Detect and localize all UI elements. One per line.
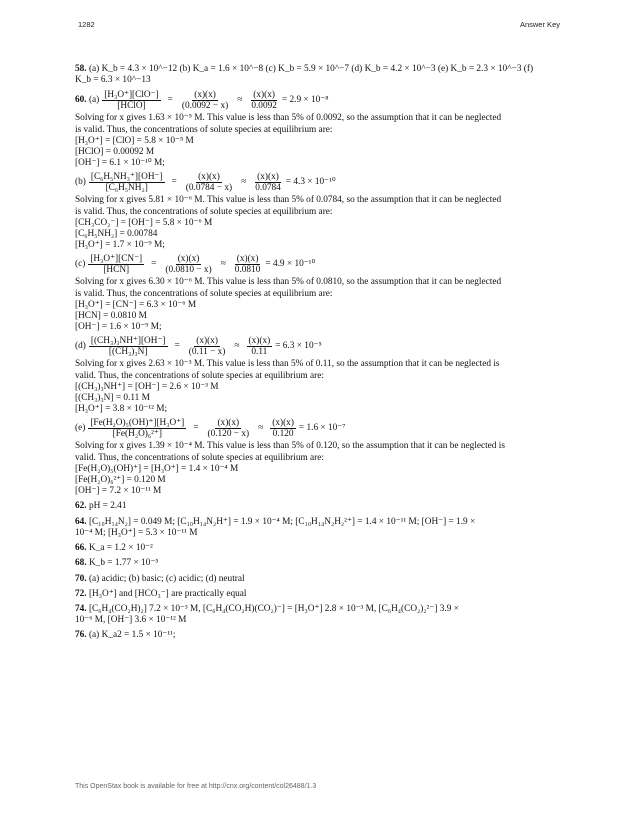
answer-62 [75, 501, 560, 512]
answer-content [75, 60, 560, 642]
section-title: Answer Key [519, 20, 560, 29]
equation-60b: (b) $\frac{\text{[C₆H₅NH₃⁺][OH⁻]}}{\text{[C₆H₅NH₂]}}$ = $\frac{(x)(x)}{(0.0784 - x)}$ ≈ $\frac{(x)(x)}{0.0784}$ = 4.3 × 10⁻¹⁰ [75, 172, 336, 194]
answer-72 [75, 589, 560, 600]
answer-76 [75, 630, 560, 641]
explanation: Solving for x gives 1.63 × 10⁻⁵ M. This value is less than 5% of 0.0092, so the assumption that it can be neglected [75, 113, 502, 124]
item-number: 60. [75, 95, 87, 106]
explanation: is valid. Thus, the concentrations of solute species at equilibrium are: [75, 288, 333, 299]
answer-text: (a) K_a2 = 1.5 × 10⁻¹¹; [88, 630, 176, 641]
concentration: [HCN] = 0.0810 M [75, 311, 147, 322]
concentration: [H₃O⁺] = 3.8 × 10⁻¹² M; [75, 404, 168, 415]
fraction: $\frac{(x)(x)}{0.11}$ [248, 336, 271, 358]
concentration: [(CH₃)₃NH⁺] = [OH⁻] = 2.6 × 10⁻³ M [75, 381, 219, 392]
fraction: $\frac{(x)(x)}{(0.0092 - x)}$ [181, 90, 229, 112]
part-label: (c) [75, 259, 86, 270]
equation-60d: (d) $\frac{\text{[(CH₃)₃NH⁺][OH⁻]}}{\text{[(CH₃)₃N]}}$ = $\frac{(x)(x)}{(0.11 - x)}$ ≈ $\frac{(x)(x)}{0.11}$ = 6.3 × 10⁻⁵ [75, 336, 322, 358]
answer-64 [75, 517, 560, 539]
fraction: $\frac{(x)(x)}{0.0810}$ [234, 254, 261, 276]
fraction: $\frac{(x)(x)}{0.0784}$ [255, 172, 281, 194]
item-number: 66. [75, 543, 87, 554]
item-number: 64. [75, 516, 87, 527]
answer-74 [75, 604, 560, 626]
concentration: [Fe(H₂O)₆²⁺] = 0.120 M [75, 475, 166, 486]
concentration: [H₃O⁺] = [CN⁻] = 6.3 × 10⁻⁶ M [75, 299, 197, 310]
part-label: (e) [75, 423, 86, 434]
fraction: $\frac{(x)(x)}{0.0092}$ [251, 90, 277, 112]
fraction: $\frac{\text{[C₆H₅NH₃⁺][OH⁻]}}{\text{[C₆H₅NH₂]}}$ [90, 172, 163, 194]
answer-60 [75, 90, 560, 497]
answer-66 [75, 543, 560, 554]
fraction: $\frac{(x)(x)}{(0.11 - x)}$ [188, 336, 226, 358]
equation-60e: (e) $\frac{\text{[Fe(H₂O)₅(OH)⁺][H₃O⁺]}}{\text{[Fe(H₂O)₆²⁺]}}$ = $\frac{(x)(x)}{(0.120 - x)}$ ≈ $\frac{(x)(x)}{0.120}$ = 1.6 × 10⁻⁷ [75, 418, 346, 440]
answer-68 [75, 558, 560, 569]
item-number: 62. [75, 501, 87, 512]
answer-text: [C₆H₄(CO₂H)₂] 7.2 × 10⁻³ M, [C₆H₄(CO₂H)(CO₂)⁻] = [H₃O⁺] 2.8 × 10⁻³ M, [C₆H₄(CO₂)₂²⁻] 3.9 × [88, 603, 459, 614]
explanation: valid. Thus, the concentrations of solute species at equilibrium are: [75, 370, 324, 381]
result: = 1.6 × 10⁻⁷ [298, 423, 346, 434]
concentration: [C₆H₅NH₂] = 0.00784 [75, 229, 158, 240]
result: = 4.9 × 10⁻¹⁰ [265, 259, 316, 270]
item-number: 68. [75, 558, 87, 569]
fraction: $\frac{\text{[(CH₃)₃NH⁺][OH⁻]}}{\text{[(CH₃)₃N]}}$ [90, 336, 166, 358]
answer-text: K_b = 6.3 × 10^−13 [75, 75, 151, 86]
fraction: $\frac{(x)(x)}{(0.0784 - x)}$ [185, 172, 233, 194]
item-number: 76. [75, 630, 87, 641]
concentration: [H₃O⁺] = [ClO] = 5.8 × 10⁻⁵ M [75, 135, 194, 146]
concentration: [H₃O⁺] = 1.7 × 10⁻⁹ M; [75, 240, 165, 251]
fraction: $\frac{\text{[H₃O⁺][ClO⁻]}}{\text{[HClO]}}$ [104, 90, 159, 112]
answer-58 [75, 64, 560, 86]
explanation: Solving for x gives 5.81 × 10⁻⁶ M. This value is less than 5% of 0.0784, so the assumption that it can be neglected [75, 195, 502, 206]
explanation: Solving for x gives 1.39 × 10⁻⁴ M. This value is less than 5% of 0.120, so the assumption that it can be neglected is [75, 441, 505, 452]
explanation: Solving for x gives 2.63 × 10⁻³ M. This value is less than 5% of 0.11, so the assumption that it can be neglected is [75, 359, 500, 370]
fraction: $\frac{(x)(x)}{(0.120 - x)}$ [207, 418, 250, 440]
equation-60a: 60. (a) $\frac{\text{[H₃O⁺][ClO⁻]}}{\text{[HClO]}}$ = $\frac{(x)(x)}{(0.0092 - x)}$ ≈ $\frac{(x)(x)}{0.0092}$ = 2.9 × 10⁻⁸ [75, 90, 329, 112]
item-number: 74. [75, 603, 87, 614]
concentration: [(CH₃)₃N] = 0.11 M [75, 393, 150, 404]
concentration: [OH⁻] = 6.1 × 10⁻¹⁰ M; [75, 158, 165, 169]
answer-text: [H₃O⁺] and [HCO₃⁻] are practically equal [88, 588, 247, 599]
answer-text: 10⁻⁴ M; [H₃O⁺] = 5.3 × 10⁻¹¹ M [75, 527, 198, 538]
answer-text: pH = 2.41 [88, 501, 127, 512]
explanation: is valid. Thus, the concentrations of solute species at equilibrium are: [75, 206, 333, 217]
answer-text: [C₁₀H₁₄N₂] = 0.049 M; [C₁₀H₁₄N₂H⁺] = 1.9 × 10⁻⁴ M; [C₁₀H₁₄N₂H₂²⁺] = 1.4 × 10⁻¹¹ M; [OH⁻] = 1.9 × [88, 516, 476, 527]
result: = 2.9 × 10⁻⁸ [281, 95, 329, 106]
concentration: [OH⁻] = 7.2 × 10⁻¹¹ M [75, 486, 162, 497]
equation-60c: (c) $\frac{\text{[H₃O⁺][CN⁻]}}{\text{[HCN]}}$ = $\frac{(x)(x)}{(0.0810 - x)}$ ≈ $\frac{(x)(x)}{0.0810}$ = 4.9 × 10⁻¹⁰ [75, 254, 316, 276]
answer-text: 10⁻⁶ M, [OH⁻] 3.6 × 10⁻¹² M [75, 615, 187, 626]
item-number: 70. [75, 573, 87, 584]
fraction: $\frac{(x)(x)}{(0.0810 - x)}$ [165, 254, 212, 276]
concentration: [Fe(H₂O)₅(OH)⁺] = [H₃O⁺] = 1.4 × 10⁻⁴ M [75, 463, 239, 474]
result: = 4.3 × 10⁻¹⁰ [285, 177, 336, 188]
fraction: $\frac{\text{[Fe(H₂O)₅(OH)⁺][H₃O⁺]}}{\text{[Fe(H₂O)₆²⁺]}}$ [90, 418, 185, 440]
concentration: [OH⁻] = 1.6 × 10⁻⁹ M; [75, 322, 162, 333]
answer-text: K_a = 1.2 × 10⁻² [88, 543, 153, 554]
fraction: $\frac{(x)(x)}{0.120}$ [272, 418, 294, 440]
item-number: 72. [75, 588, 87, 599]
concentration: [CH₃CO₂⁻] = [OH⁻] = 5.8 × 10⁻⁶ M [75, 217, 213, 228]
explanation: Solving for x gives 6.30 × 10⁻⁶ M. This value is less than 5% of 0.0810, so the assumption that it can be neglected [75, 277, 502, 288]
part-label: (b) [75, 177, 86, 188]
answer-text: (a) K_b = 4.3 × 10^−12 (b) K_a = 1.6 × 10^−8 (c) K_b = 5.9 × 10^−7 (d) K_b = 4.2 × 10^−3 (e) K_b = 2.3 × 10^−3 (f) [88, 64, 534, 74]
item-number: 58. [75, 64, 87, 74]
result: = 6.3 × 10⁻⁵ [275, 341, 322, 352]
explanation: is valid. Thus, the concentrations of solute species at equilibrium are: [75, 124, 333, 135]
page-number: 1282 [78, 20, 95, 29]
answer-text: K_b = 1.77 × 10⁻⁵ [88, 558, 159, 569]
fraction: $\frac{\text{[H₃O⁺][CN⁻]}}{\text{[HCN]}}$ [90, 254, 143, 276]
part-label: (a) [88, 95, 100, 106]
answer-70 [75, 574, 560, 585]
concentration: [HClO] = 0.00092 M [75, 147, 155, 158]
explanation: valid. Thus, the concentrations of solute species at equilibrium are: [75, 452, 324, 463]
footer-note: This OpenStax book is available for free at http://cnx.org/content/col26488/1.3 [75, 783, 317, 790]
part-label: (d) [75, 341, 86, 352]
answer-text: (a) acidic; (b) basic; (c) acidic; (d) neutral [88, 573, 245, 584]
